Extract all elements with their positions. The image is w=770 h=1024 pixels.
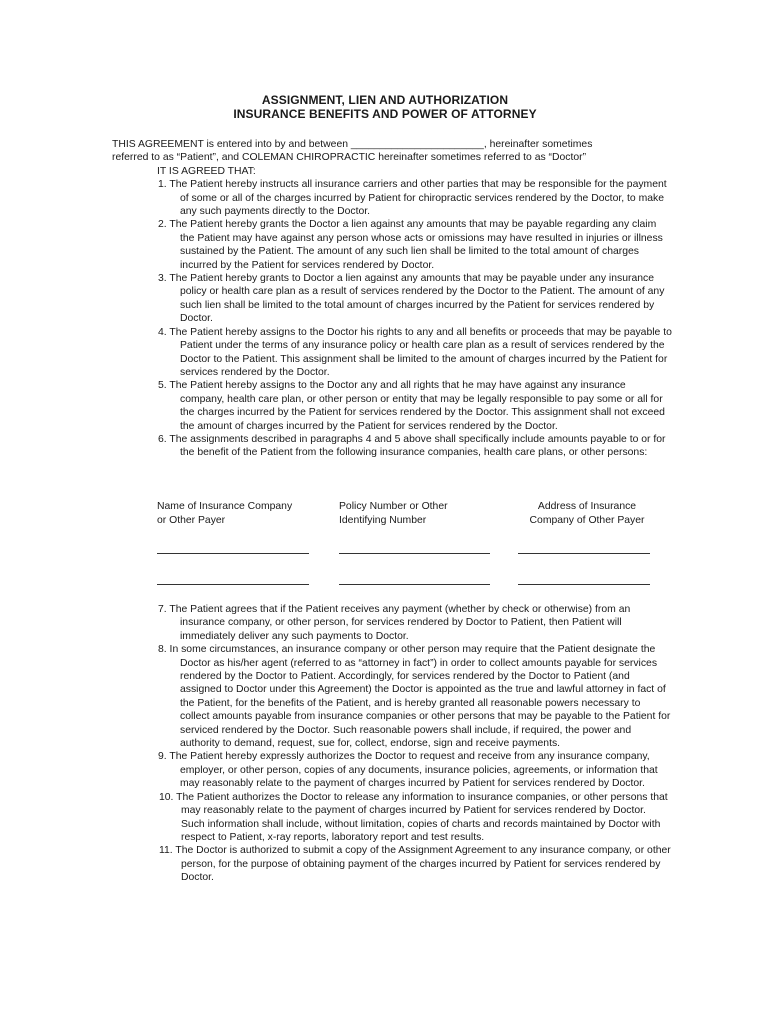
- clause-11: 11. The Doctor is authorized to submit a copy of the Assignment Agreement to any insurance company, or other person, for the purpose of obtaining payment of the charges incurred by Patient for services rendered by Doctor.: [159, 845, 671, 884]
- payer-name-column-header: [157, 500, 317, 527]
- agreement-body: [112, 138, 672, 460]
- payer-address-blank-line-1[interactable]: [518, 553, 650, 554]
- policy-number-blank-line-1[interactable]: [339, 553, 490, 554]
- payer-address-header-line-2: Company of Other Payer: [529, 514, 645, 526]
- clause-4: 4. The Patient hereby assigns to the Doctor his rights to any and all benefits or proceeds that may be payable to Patient under the terms of any insurance policy or health care plan as a result of services rendered by the Doctor to the Patient. This assignment shall be limited to the amount of charges incurred by the Patient for services rendered by the Doctor.: [158, 326, 672, 378]
- payer-address-column-header: [519, 500, 655, 527]
- clauses-list-part-1: [112, 178, 672, 460]
- agreed-heading: IT IS AGREED THAT:: [157, 165, 256, 177]
- clause-7: 7. The Patient agrees that if the Patient receives any payment (whether by check or otherwise) from an insurance company, or other person, for services rendered by Doctor to Patient, then Patient will immediately deliver any such payments to Doctor.: [158, 604, 631, 642]
- payer-address-blank-line-2[interactable]: [518, 584, 650, 585]
- policy-number-header-line-1: Policy Number or Other: [339, 501, 448, 512]
- payer-name-blank-line-1[interactable]: [157, 553, 309, 554]
- payer-name-blank-line-2[interactable]: [157, 584, 309, 585]
- policy-number-blank-line-2[interactable]: [339, 584, 490, 585]
- clause-9: 9. The Patient hereby expressly authorizes the Doctor to request and receive from any insurance company, employer, or other person, copies of any documents, insurance policies, agreements, or information that may reasonably relate to the payment of charges incurred by Patient for services rendered by Doctor.: [158, 751, 658, 790]
- payer-address-header-line-1: Address of Insurance: [537, 501, 637, 512]
- document-title-line-2: INSURANCE BENEFITS AND POWER OF ATTORNEY: [233, 107, 537, 121]
- intro-line-1: THIS AGREEMENT is entered into by and between _______________________, hereinafter sometimes: [112, 139, 593, 150]
- payer-name-header-line-1: Name of Insurance Company: [157, 501, 293, 512]
- payer-name-header-line-2: or Other Payer: [157, 514, 226, 526]
- policy-number-column-header: [339, 500, 499, 527]
- clause-6: 6. The assignments described in paragraphs 4 and 5 above shall specifically include amounts payable to or for the benefit of the Patient from the following insurance companies, health care plans, or other persons:: [158, 433, 666, 459]
- clause-1: 1. The Patient hereby instructs all insurance carriers and other parties that may be responsible for the payment of some or all of the charges incurred by Patient for chiropractic services rendered by the Doctor, to make any such payments directly to the Doctor.: [158, 179, 667, 218]
- document-title-line-1: ASSIGNMENT, LIEN AND AUTHORIZATION: [261, 93, 509, 107]
- intro-line-2: referred to as “Patient”, and COLEMAN CHIROPRACTIC hereinafter sometimes referred to as “Doctor”: [112, 152, 587, 164]
- clause-10: 10. The Patient authorizes the Doctor to release any information to insurance companies, or other persons that may reasonably relate to the payment of charges incurred by Patient for services rendered by Doctor. Such information shall include, without limitation, copies of charts and records maintained by Doctor with respect to Patient, x-ray reports, laboratory report and test results.: [159, 791, 668, 843]
- clause-8: 8. In some circumstances, an insurance company or other person may require that the Patient designate the Doctor as his/her agent (referred to as “attorney in fact”) in order to collect amounts payable for services rendered by the Doctor to Patient. Accordingly, for services rendered by the Doctor to Patient (and assigned to Doctor under this Agreement) the Doctor is appointed as the true and lawful attorney in fact of the Patient, for the benefits of the Patient, and is hereby granted all reasonable powers necessary to collect amounts payable from insurance companies or other persons that may be payable to the Patient for serviced rendered by the Doctor. Such reasonable powers shall include, if required, the power and authority to demand, request, sue for, collect, endorse, sign and receive payments.: [158, 644, 671, 750]
- clauses-list-part-2: [112, 603, 672, 885]
- agreement-body-continued: [112, 603, 672, 885]
- clause-3: 3. The Patient hereby grants to Doctor a lien against any amounts that may be payable under any insurance policy or health care plan as a result of services rendered by the Doctor to the Patient. The amount of any such lien shall be limited to the total amount of charges incurred by the Patient for services rendered by Doctor.: [158, 273, 665, 325]
- clause-2: 2. The Patient hereby grants the Doctor a lien against any amounts that may be payable regarding any claim the Patient may have against any person whose acts or omissions may have resulted in injuries or illness sustained by the Patient. The amount of any such lien shall be limited to the total amount of charges incurred by the Patient for services rendered by Doctor.: [158, 219, 663, 271]
- policy-number-header-line-2: Identifying Number: [339, 514, 427, 526]
- clause-5: 5. The Patient hereby assigns to the Doctor any and all rights that he may have against any insurance company, health care plan, or other person or entity that may be legally responsible to pay some or all for the charges incurred by the Patient for services rendered by the Doctor. This assignment shall not exceed the amount of charges incurred by the Patient for services rendered by the Doctor.: [158, 380, 665, 432]
